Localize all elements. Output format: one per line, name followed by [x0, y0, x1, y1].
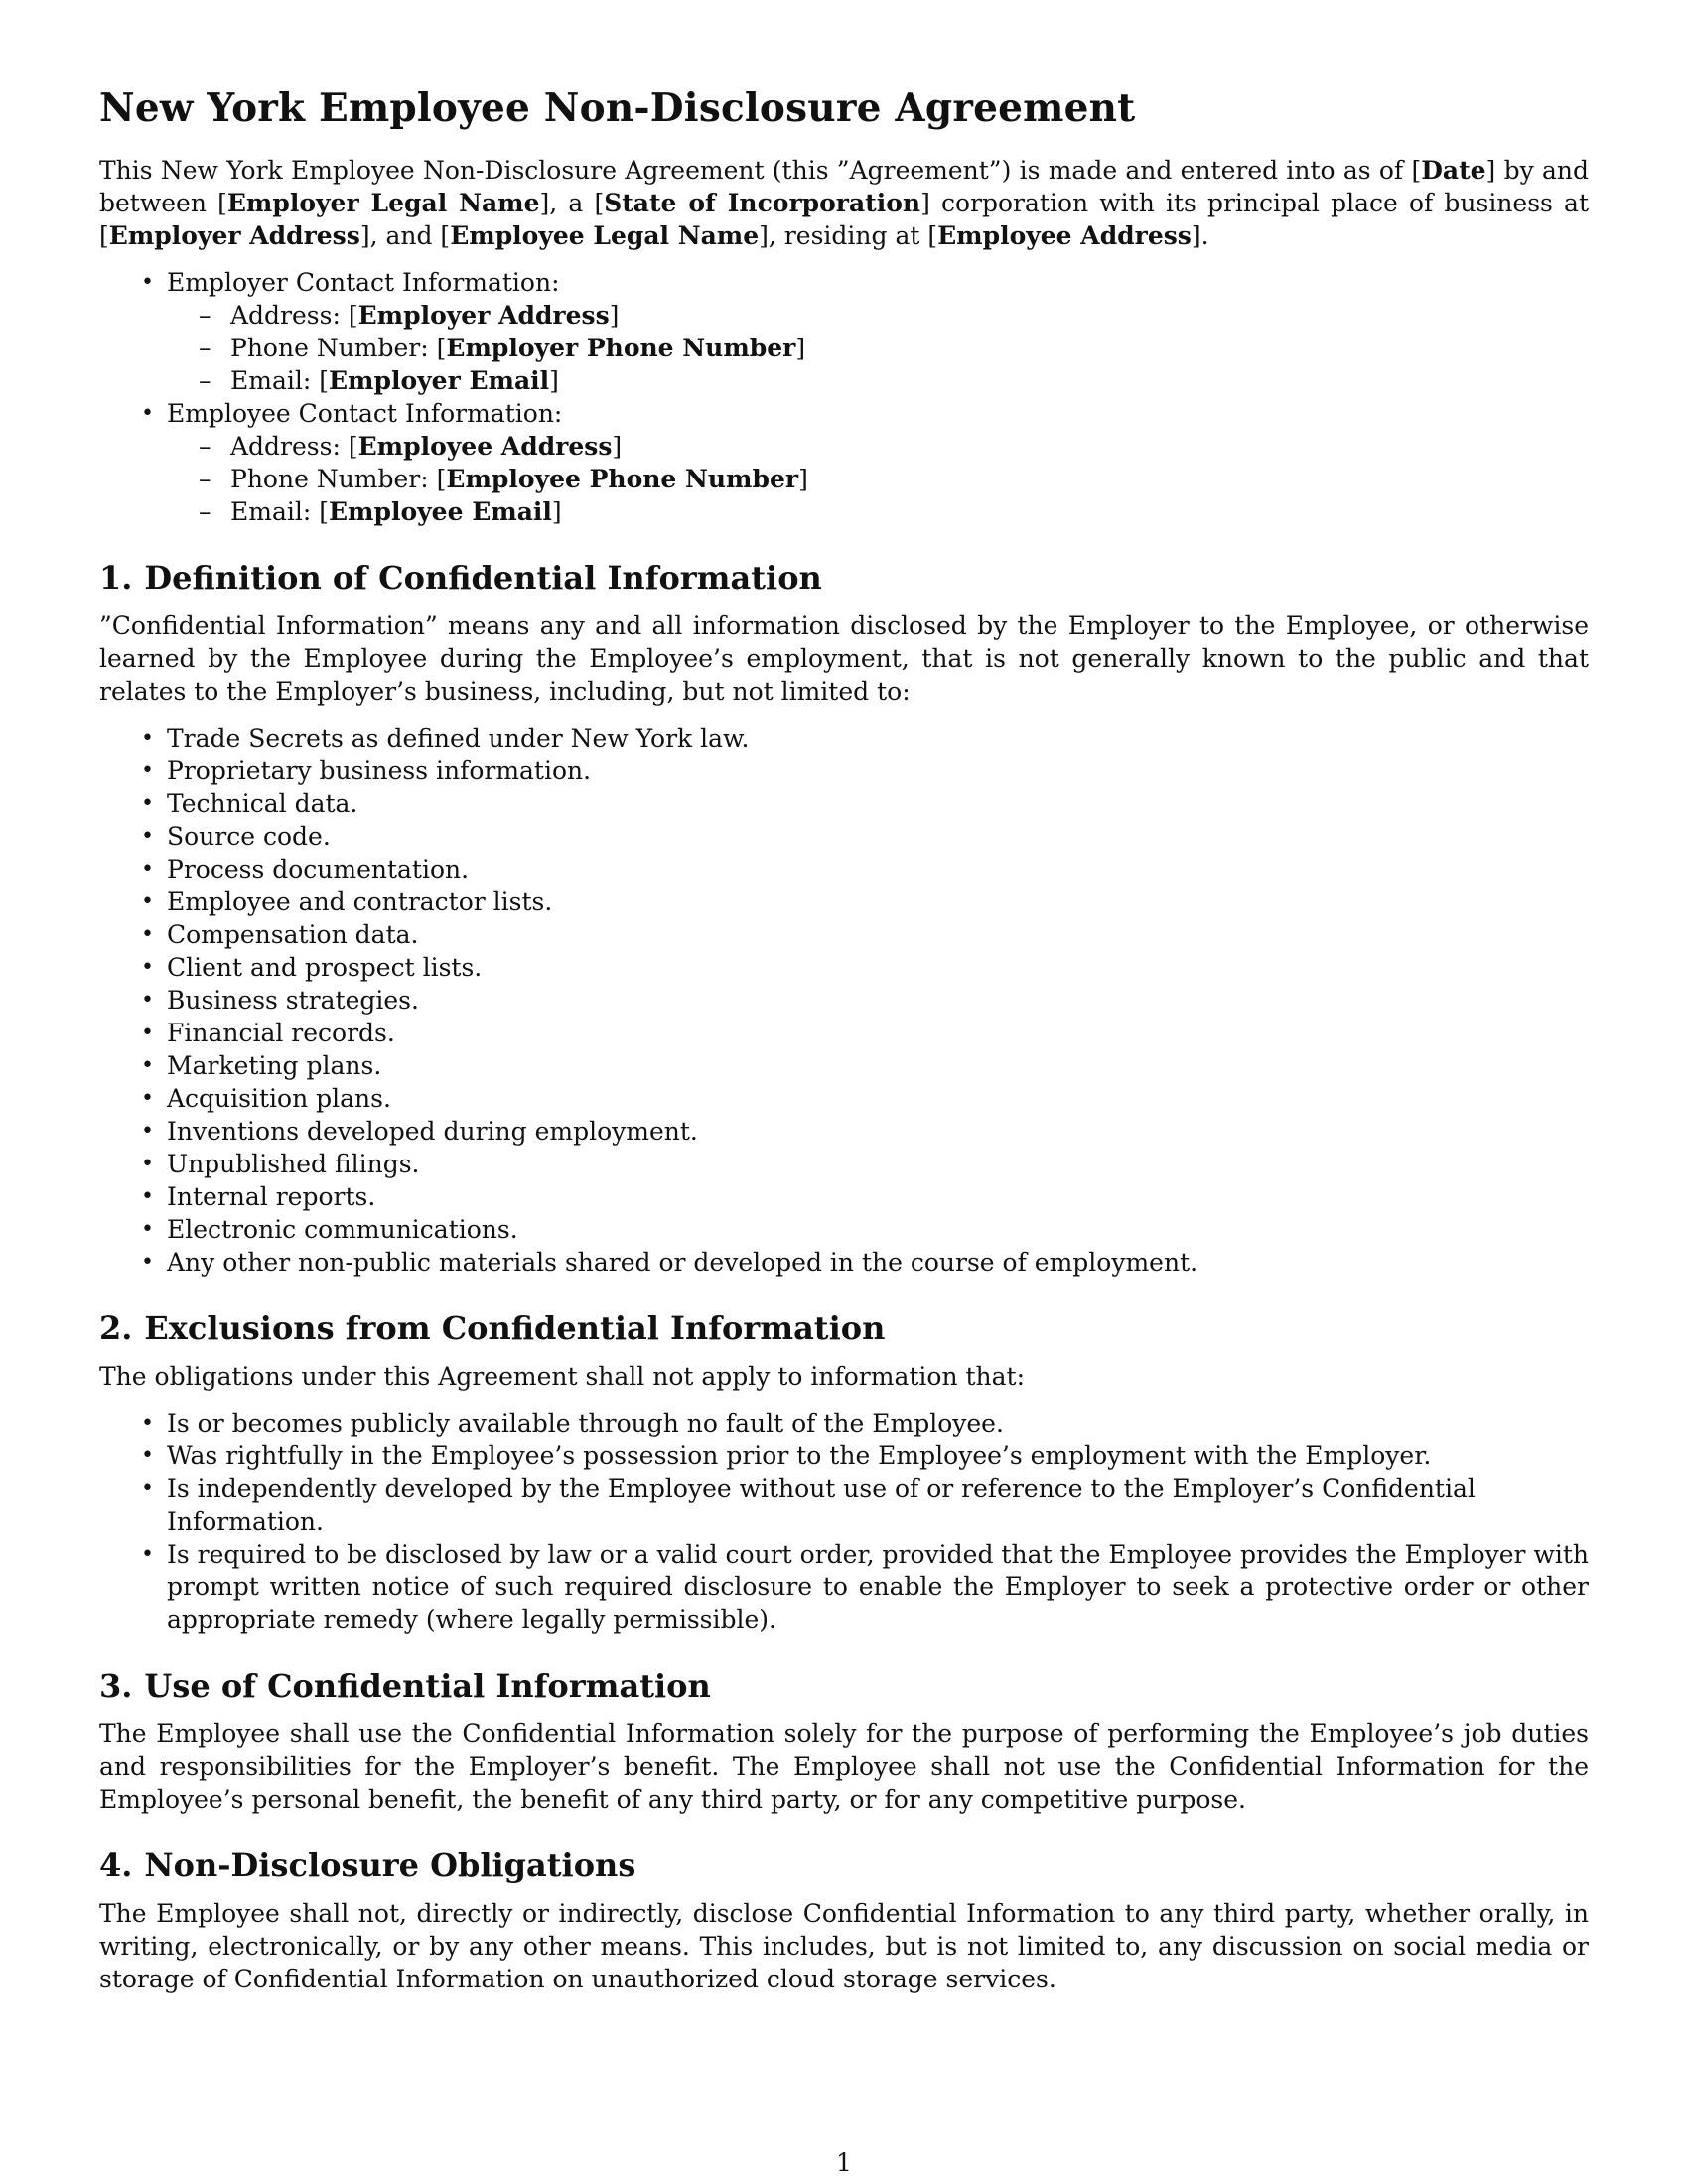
document-title: New York Employee Non-Disclosure Agreement — [99, 85, 1136, 131]
list-item — [99, 853, 1589, 886]
phone-label: Phone Number: — [230, 465, 437, 493]
employee-address-line: – Address: [Employee Address] — [199, 432, 623, 461]
bullet-icon: • — [141, 1250, 154, 1275]
employer-phone-value: Employer Phone Number — [446, 334, 796, 362]
bullet-icon: • — [141, 1053, 154, 1078]
list-item — [99, 1407, 1589, 1439]
address-label: Address: — [230, 301, 349, 330]
page-number: 1 — [836, 2148, 852, 2177]
list-item-text: Process documentation. — [167, 855, 470, 884]
bullet-icon: • — [141, 922, 154, 947]
section-2-list — [99, 1407, 1589, 1636]
bullet-icon: • — [141, 1152, 154, 1176]
list-item-text: Financial records. — [167, 1019, 395, 1047]
employee-contact-heading: Employee Contact Information: — [167, 399, 563, 428]
list-item-text: Proprietary business information. — [167, 756, 592, 785]
bullet-icon: • — [141, 889, 154, 914]
dash-icon: – — [199, 432, 211, 461]
list-item — [99, 1082, 1589, 1115]
list-item-text: Is required to be disclosed by law or a valid court order, provided that the Employee provides the Employer with prompt written notice of such required disclosure to enable the Employer to seek a protective order or other appropriate remedy (where legally permissible). — [167, 1540, 1589, 1634]
list-item — [99, 918, 1589, 951]
bullet-icon: • — [141, 1119, 154, 1144]
bullet-icon: • — [141, 1443, 154, 1468]
bullet-icon: • — [141, 857, 154, 882]
phone-label: Phone Number: — [230, 334, 437, 362]
list-item — [99, 722, 1589, 754]
list-item — [99, 1049, 1589, 1082]
section-1-body: ”Confidential Information” means any and all information disclosed by the Employer to the Employee, or otherwise learned by the Employee during the Employee’s employment, that is not generally known to the public and that relates to the Employer’s business, including, but not limited to: — [99, 612, 1589, 706]
address-label: Address: — [230, 432, 349, 461]
section-1-heading — [99, 558, 1589, 598]
dash-icon: – — [199, 366, 211, 395]
list-item-text: Business strategies. — [167, 986, 419, 1015]
list-item — [99, 1115, 1589, 1148]
bullet-icon: • — [141, 1411, 154, 1435]
list-item — [99, 1246, 1589, 1279]
list-item — [99, 984, 1589, 1017]
section-1-list — [99, 722, 1589, 1279]
list-item-text: Technical data. — [167, 789, 358, 818]
employee-email-line: – Email: [Employee Email] — [199, 497, 562, 526]
list-item-text: Is independently developed by the Employee without use of or reference to the Employer’s Confidential Information. — [167, 1474, 1476, 1536]
employer-email-value: Employer Email — [329, 366, 550, 395]
employee-address-value: Employee Address — [357, 432, 613, 461]
section-number: 4. — [99, 1846, 133, 1884]
employer-phone-line: – Phone Number: [Employer Phone Number] — [199, 334, 806, 362]
employer-contact-details — [167, 299, 1589, 397]
list-item-text: Is or becomes publicly available through no fault of the Employee. — [167, 1409, 1004, 1437]
list-item-text: Source code. — [167, 822, 331, 851]
intro-text: ]. — [1191, 221, 1209, 250]
document-page — [99, 84, 1589, 1995]
employee-contact-item — [99, 397, 1589, 528]
employer-contact-item — [99, 266, 1589, 397]
intro-text: This New York Employee Non-Disclosure Agreement (this ”Agreement”) is made and entered into as of [ — [99, 156, 1422, 185]
list-item-text: Trade Secrets as defined under New York law. — [167, 724, 750, 752]
list-item — [99, 1180, 1589, 1213]
intro-text: ], a [ — [539, 189, 605, 217]
employer-contact-heading: Employer Contact Information: — [167, 268, 560, 297]
section-title: Use of Confidential Information — [144, 1667, 711, 1705]
section-2-heading — [99, 1308, 1589, 1348]
employee-contact-details — [167, 430, 1589, 528]
list-item — [99, 1439, 1589, 1472]
date-placeholder: Date — [1421, 156, 1486, 185]
list-item — [99, 1017, 1589, 1049]
dash-icon: – — [199, 334, 211, 362]
list-item-text: Any other non-public materials shared or developed in the course of employment. — [167, 1248, 1198, 1277]
list-item-text: Marketing plans. — [167, 1051, 382, 1080]
list-item — [99, 1472, 1589, 1538]
bullet-icon: • — [141, 1086, 154, 1111]
contact-list — [99, 266, 1589, 528]
bullet-icon: • — [141, 791, 154, 816]
section-2-body: The obligations under this Agreement shall not apply to information that: — [99, 1362, 1026, 1391]
bullet-icon: • — [141, 726, 154, 751]
employee-phone-line: – Phone Number: [Employee Phone Number] — [199, 465, 808, 493]
employer-address-value: Employer Address — [357, 301, 610, 330]
section-3-body: The Employee shall use the Confidential Information solely for the purpose of performing the Employee’s job duties and responsibilities for the Employer’s benefit. The Employee shall not use the Confidential Information for the Employee’s personal benefit, the benefit of any third party, or for any competitive purpose. — [99, 1719, 1589, 1814]
section-number: 3. — [99, 1667, 133, 1705]
bullet-icon: • — [141, 270, 154, 295]
section-4-body: The Employee shall not, directly or indirectly, disclose Confidential Information to any third party, whether orally, in writing, electronically, or by any other means. This includes, but is not limited to, any discussion on social media or storage of Confidential Information on unauthorized cloud storage services. — [99, 1899, 1589, 1993]
list-item — [99, 1148, 1589, 1180]
list-item-text: Inventions developed during employment. — [167, 1117, 698, 1146]
section-number: 1. — [99, 559, 133, 597]
list-item — [99, 754, 1589, 787]
section-3-heading — [99, 1666, 1589, 1706]
bullet-icon: • — [141, 758, 154, 783]
list-item-text: Unpublished filings. — [167, 1150, 420, 1178]
list-item — [99, 1213, 1589, 1246]
bullet-icon: • — [141, 1217, 154, 1242]
bullet-icon: • — [141, 1184, 154, 1209]
employer-address-line: – Address: [Employer Address] — [199, 301, 620, 330]
section-4-heading — [99, 1845, 1589, 1885]
dash-icon: – — [199, 497, 211, 526]
employee-address-placeholder: Employee Address — [937, 221, 1192, 250]
employer-address-placeholder: Employer Address — [108, 221, 360, 250]
bullet-icon: • — [141, 1021, 154, 1045]
email-label: Email: — [230, 366, 320, 395]
list-item-text: Acquisition plans. — [167, 1084, 391, 1113]
list-item — [99, 820, 1589, 853]
list-item-text: Compensation data. — [167, 920, 419, 949]
intro-text: ], residing at [ — [759, 221, 938, 250]
state-placeholder: State of Incorporation — [604, 189, 921, 217]
bullet-icon: • — [141, 1476, 154, 1501]
list-item-text: Was rightfully in the Employee’s possession prior to the Employee’s employment with the Employer. — [167, 1441, 1432, 1470]
employee-phone-value: Employee Phone Number — [446, 465, 799, 493]
list-item-text: Electronic communications. — [167, 1215, 518, 1244]
employee-email-value: Employee Email — [329, 497, 552, 526]
bullet-icon: • — [141, 955, 154, 980]
list-item — [99, 951, 1589, 984]
list-item — [99, 1538, 1589, 1636]
list-item-text: Client and prospect lists. — [167, 953, 483, 982]
bullet-icon: • — [141, 401, 154, 426]
list-item — [99, 886, 1589, 918]
email-label: Email: — [230, 497, 320, 526]
section-title: Non-Disclosure Obligations — [144, 1846, 636, 1884]
employer-name-placeholder: Employer Legal Name — [226, 189, 540, 217]
section-number: 2. — [99, 1309, 133, 1347]
dash-icon: – — [199, 301, 211, 330]
section-title: Definition of Confidential Information — [144, 559, 822, 597]
intro-text: ], and [ — [359, 221, 451, 250]
list-item-text: Employee and contractor lists. — [167, 887, 553, 916]
bullet-icon: • — [141, 824, 154, 849]
section-title: Exclusions from Confidential Information — [144, 1309, 886, 1347]
intro-text: ] by and between [ — [99, 156, 1589, 217]
bullet-icon: • — [141, 1542, 154, 1567]
bullet-icon: • — [141, 988, 154, 1013]
list-item — [99, 787, 1589, 820]
intro-text: ] corporation with its principal place of business at [ — [99, 189, 1589, 250]
employer-email-line: – Email: [Employer Email] — [199, 366, 559, 395]
list-item-text: Internal reports. — [167, 1182, 376, 1211]
dash-icon: – — [199, 465, 211, 493]
employee-name-placeholder: Employee Legal Name — [450, 221, 760, 250]
intro-paragraph — [99, 154, 1589, 252]
